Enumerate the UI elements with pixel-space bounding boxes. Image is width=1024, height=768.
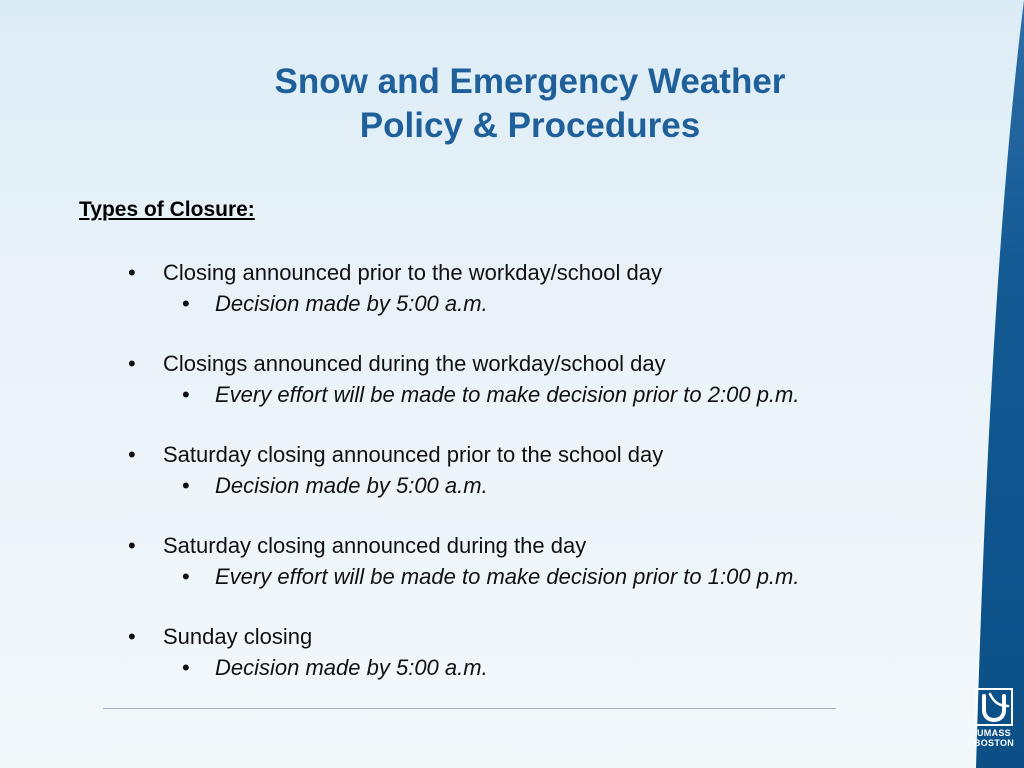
- slide-title: [170, 60, 890, 148]
- sub-bullet-line: [128, 652, 799, 683]
- sub-bullet-text: Every effort will be made to make decision prior to 1:00 p.m.: [215, 564, 800, 589]
- section-heading: Types of Closure:: [79, 198, 255, 221]
- list-item: [128, 257, 799, 319]
- closure-list: [128, 257, 799, 712]
- bullet-icon: •: [182, 291, 190, 316]
- bullet-icon: •: [128, 351, 136, 376]
- bullet-icon: •: [128, 533, 136, 558]
- sub-bullet-text: Decision made by 5:00 a.m.: [215, 655, 488, 680]
- umass-boston-logo-icon: [975, 688, 1013, 726]
- bullet-icon: •: [182, 473, 190, 498]
- umass-boston-logo: [969, 686, 1019, 750]
- slide-title-line-1: Snow and Emergency Weather: [274, 62, 786, 101]
- sub-bullet-text: Decision made by 5:00 a.m.: [215, 291, 488, 316]
- main-bullet-line: [128, 439, 799, 470]
- sub-bullet-line: [128, 470, 799, 501]
- logo-text: [969, 728, 1019, 748]
- list-item: [128, 439, 799, 501]
- sub-bullet-text: Every effort will be made to make decision prior to 2:00 p.m.: [215, 382, 800, 407]
- bullet-icon: •: [128, 260, 136, 285]
- sub-bullet-line: [128, 561, 799, 592]
- footer-divider: [103, 708, 836, 709]
- main-bullet-text: Sunday closing: [163, 624, 313, 649]
- main-bullet-line: [128, 530, 799, 561]
- bullet-icon: •: [128, 624, 136, 649]
- side-band-shape: [976, 0, 1024, 768]
- main-bullet-text: Saturday closing announced prior to the school day: [163, 442, 664, 467]
- sub-bullet-line: [128, 379, 799, 410]
- slide-title-line-2: Policy & Procedures: [359, 106, 701, 145]
- bullet-icon: •: [182, 564, 190, 589]
- sub-bullet-line: [128, 288, 799, 319]
- logo-u-mark-icon: [977, 690, 1011, 724]
- bullet-icon: •: [182, 655, 190, 680]
- logo-text-line-2: BOSTON: [973, 738, 1015, 748]
- main-bullet-line: [128, 257, 799, 288]
- main-bullet-line: [128, 621, 799, 652]
- list-item: [128, 348, 799, 410]
- bullet-icon: •: [128, 442, 136, 467]
- bullet-icon: •: [182, 382, 190, 407]
- main-bullet-text: Closings announced during the workday/school day: [163, 351, 666, 376]
- side-band: [972, 0, 1024, 768]
- main-bullet-line: [128, 348, 799, 379]
- main-bullet-text: Closing announced prior to the workday/school day: [163, 260, 662, 285]
- list-item: [128, 621, 799, 683]
- sub-bullet-text: Decision made by 5:00 a.m.: [215, 473, 488, 498]
- logo-text-line-1: UMASS: [976, 728, 1011, 738]
- main-bullet-text: Saturday closing announced during the day: [163, 533, 587, 558]
- list-item: [128, 530, 799, 592]
